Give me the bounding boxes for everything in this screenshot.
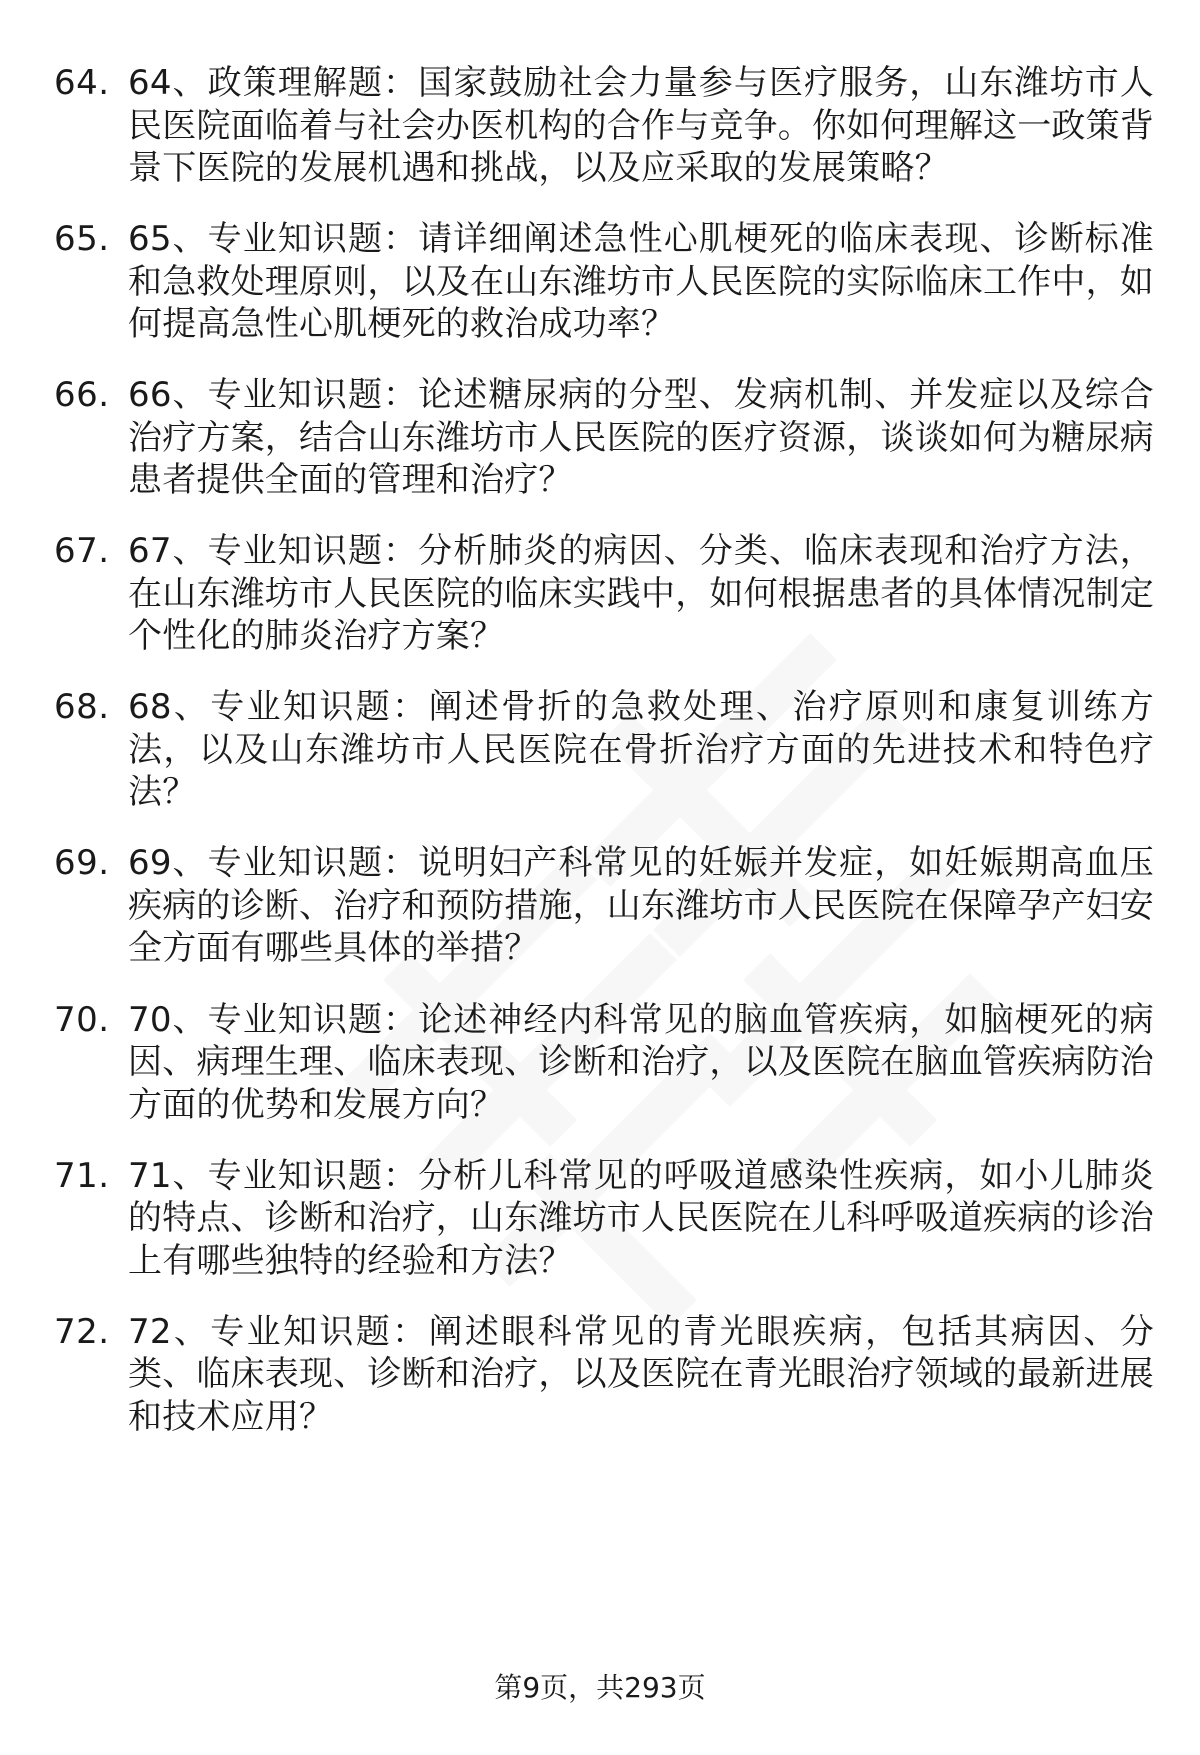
question-number: 70. [54, 999, 110, 1040]
question-text: 64、政策理解题：国家鼓励社会力量参与医疗服务，山东潍坊市人民医院面临着与社会办医机构的合作与竞争。你如何理解这一政策背景下医院的发展机遇和挑战，以及应采取的发展策略？ [128, 63, 1154, 188]
question-text: 71、专业知识题：分析儿科常见的呼吸道感染性疾病，如小儿肺炎的特点、诊断和治疗，山东潍坊市人民医院在儿科呼吸道疾病的诊治上有哪些独特的经验和方法？ [128, 1155, 1154, 1281]
question-list [54, 62, 1154, 1467]
question-text: 65、专业知识题：请详细阐述急性心肌梗死的临床表现、诊断标准和急救处理原则，以及在山东潍坊市人民医院的实际临床工作中，如何提高急性心肌梗死的救治成功率？ [128, 219, 1154, 345]
question-number: 64. [54, 63, 110, 103]
page-number-footer: 第9页，共293页 [494, 1671, 706, 1704]
question-item [54, 374, 1154, 502]
question-number: 71. [54, 1155, 110, 1196]
question-number: 65. [54, 219, 110, 260]
question-text: 72、专业知识题：阐述眼科常见的青光眼疾病，包括其病因、分类、临床表现、诊断和治疗，以及医院在青光眼治疗领域的最新进展和技术应用？ [128, 1311, 1154, 1437]
question-text: 66、专业知识题：论述糖尿病的分型、发病机制、并发症以及综合治疗方案，结合山东潍坊市人民医院的医疗资源，谈谈如何为糖尿病患者提供全面的管理和治疗？ [128, 375, 1154, 501]
question-text: 67、专业知识题：分析肺炎的病因、分类、临床表现和治疗方法，在山东潍坊市人民医院的临床实践中，如何根据患者的具体情况制定个性化的肺炎治疗方案？ [128, 531, 1154, 657]
question-text: 70、专业知识题：论述神经内科常见的脑血管疾病，如脑梗死的病因、病理生理、临床表现、诊断和治疗，以及医院在脑血管疾病防治方面的优势和发展方向？ [128, 999, 1154, 1125]
question-item [54, 999, 1154, 1127]
question-item [54, 1155, 1154, 1283]
question-item [54, 62, 1154, 190]
question-item [54, 842, 1154, 970]
question-item [54, 686, 1154, 814]
question-number: 66. [54, 375, 110, 416]
question-number: 72. [54, 1311, 110, 1352]
question-item [54, 530, 1154, 658]
question-item [54, 1311, 1154, 1439]
question-number: 67. [54, 531, 110, 572]
question-number: 68. [54, 687, 110, 728]
question-text: 69、专业知识题：说明妇产科常见的妊娠并发症，如妊娠期高血压疾病的诊断、治疗和预防措施，山东潍坊市人民医院在保障孕产妇安全方面有哪些具体的举措？ [128, 843, 1154, 969]
question-text: 68、专业知识题：阐述骨折的急救处理、治疗原则和康复训练方法，以及山东潍坊市人民医院在骨折治疗方面的先进技术和特色疗法？ [128, 687, 1154, 813]
question-item [54, 218, 1154, 346]
question-number: 69. [54, 843, 110, 884]
